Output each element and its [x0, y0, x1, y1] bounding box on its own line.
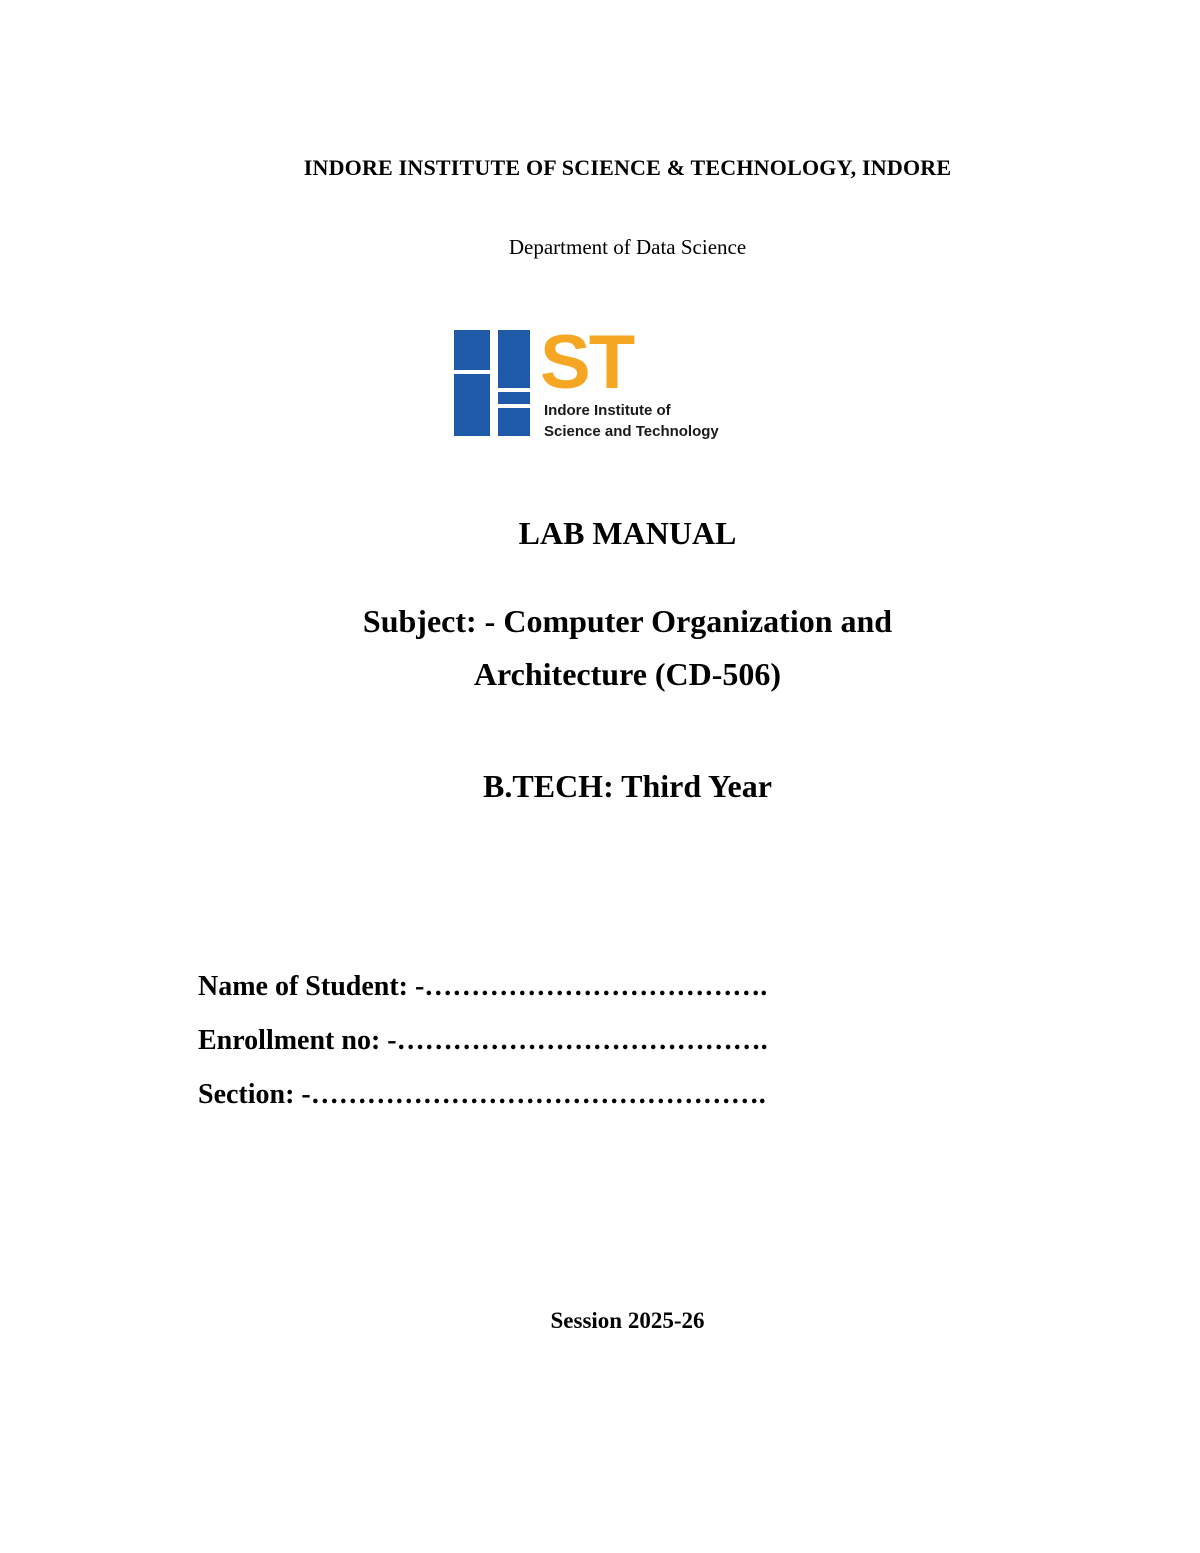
student-name-field: Name of Student: -………………………………. — [198, 971, 768, 1002]
student-fields — [198, 960, 768, 1122]
logo-blue-block-bottom-right — [498, 408, 530, 436]
logo-wordmark: ST — [540, 328, 634, 405]
logo-blue-block-bottom-left — [454, 374, 490, 436]
logo-line-2: Science and Technology — [544, 423, 719, 440]
logo-blue-block-mid-right — [498, 392, 530, 404]
logo-blue-block-top-right — [498, 330, 530, 388]
iist-logo — [454, 328, 754, 443]
enrollment-field: Enrollment no: -…………………………………. — [198, 1025, 768, 1056]
logo-line-1: Indore Institute of — [544, 402, 671, 419]
department-name: Department of Data Science — [508, 235, 747, 259]
document-title: LAB MANUAL — [518, 515, 737, 551]
program-year: B.TECH: Third Year — [483, 768, 772, 804]
subject-line-1: Subject: - Computer Organization and — [362, 603, 893, 639]
institute-name: INDORE INSTITUTE OF SCIENCE & TECHNOLOGY, INDORE — [303, 155, 952, 180]
subject-heading — [0, 595, 1200, 701]
section-field: Section: -…………………………………………. — [198, 1079, 766, 1110]
logo-blue-block-top-left — [454, 330, 490, 370]
subject-line-2: Architecture (CD-506) — [473, 656, 782, 692]
session-label: Session 2025-26 — [550, 1308, 705, 1333]
